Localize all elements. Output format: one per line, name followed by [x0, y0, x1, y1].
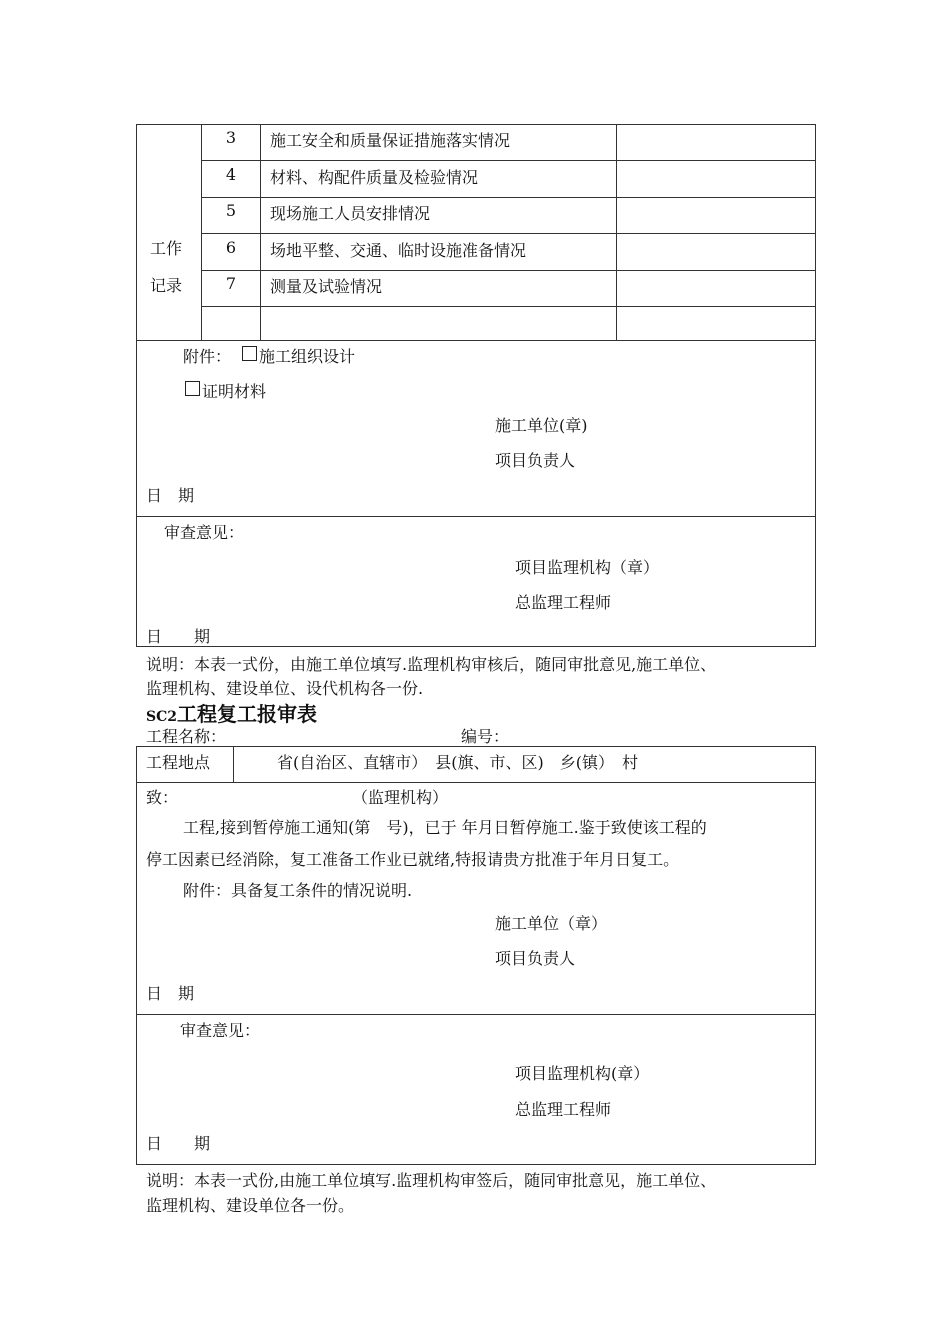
attachment-label: 附件：	[183, 347, 232, 366]
checkbox[interactable]	[185, 381, 200, 396]
table-divider	[136, 1014, 816, 1015]
table-divider	[201, 233, 816, 234]
row-item: 施工安全和质量保证措施落实情况	[270, 131, 511, 150]
row-number: 5	[225, 201, 237, 220]
chief-engineer-label: 总监理工程师	[515, 1100, 612, 1119]
review-label: 审查意见：	[164, 523, 245, 542]
table-divider	[201, 197, 816, 198]
note: 说明：本表一式份,由施工单位填写.监理机构审签后，随同审批意见，施工单位、	[146, 1171, 717, 1190]
note: 监理机构、建设单位、设代机构各一份.	[146, 679, 424, 698]
project-manager-label: 项目负责人	[495, 451, 576, 470]
chief-engineer-label: 总监理工程师	[515, 593, 612, 612]
table-divider	[136, 340, 816, 341]
form-code: SC2	[146, 709, 177, 725]
row-item: 场地平整、交通、临时设施准备情况	[270, 241, 527, 260]
attachment-note: 附件：具备复工条件的情况说明.	[183, 881, 413, 900]
section-label: 记录	[150, 276, 183, 295]
row-number: 3	[225, 128, 237, 147]
table-divider	[260, 124, 261, 340]
table-divider	[233, 746, 234, 783]
row-number: 7	[225, 274, 237, 293]
body-text: 停工因素已经消除，复工准备工作业已就绪,特报请贵方批准于年月日复工。	[146, 850, 680, 869]
location-label: 工程地点	[146, 753, 211, 772]
body-text: 工程,接到暂停施工通知(第 号)，已于 年月日暂停施工.鉴于致使该工程的	[183, 818, 707, 837]
attachment-item: 施工组织设计	[259, 347, 356, 366]
table-divider	[201, 160, 816, 161]
to-label: 致：	[146, 788, 179, 807]
row-item: 材料、构配件质量及检验情况	[270, 168, 479, 187]
serial-label: 编号：	[461, 727, 510, 746]
review-date-label: 日 期	[146, 1134, 211, 1153]
note: 监理机构、建设单位各一份。	[146, 1196, 355, 1215]
supervisor-seal: 项目监理机构（章）	[515, 558, 660, 577]
table-divider	[201, 306, 816, 307]
project-manager-label: 项目负责人	[495, 949, 576, 968]
review-date-label: 日 期	[146, 627, 211, 646]
checkbox[interactable]	[242, 346, 257, 361]
date-label: 日 期	[146, 486, 195, 505]
contractor-seal: 施工单位(章)	[495, 416, 588, 435]
row-item: 现场施工人员安排情况	[270, 204, 431, 223]
table-divider	[201, 124, 202, 340]
row-item: 测量及试验情况	[270, 277, 383, 296]
attachment-item: 证明材料	[202, 382, 267, 401]
table-divider	[616, 124, 617, 340]
review-label: 审查意见：	[180, 1021, 261, 1040]
form-title-text: 工程复工报审表	[177, 702, 317, 726]
to-org: （监理机构）	[352, 788, 449, 807]
application-body	[136, 782, 816, 1165]
row-number: 4	[225, 165, 237, 184]
location-value: 省(自治区、直辖市） 县(旗、市、区) 乡(镇） 村	[277, 753, 638, 772]
table-divider	[136, 516, 816, 517]
note: 说明：本表一式份，由施工单位填写.监理机构审核后，随同审批意见,施工单位、	[146, 655, 717, 674]
contractor-seal: 施工单位（章）	[495, 914, 608, 933]
supervisor-seal: 项目监理机构(章）	[515, 1064, 650, 1083]
section-label: 工作	[150, 239, 183, 258]
row-number: 6	[225, 238, 237, 257]
form-title	[146, 698, 317, 727]
project-name-label: 工程名称：	[146, 727, 227, 746]
date-label: 日 期	[146, 984, 195, 1003]
table-divider	[201, 270, 816, 271]
